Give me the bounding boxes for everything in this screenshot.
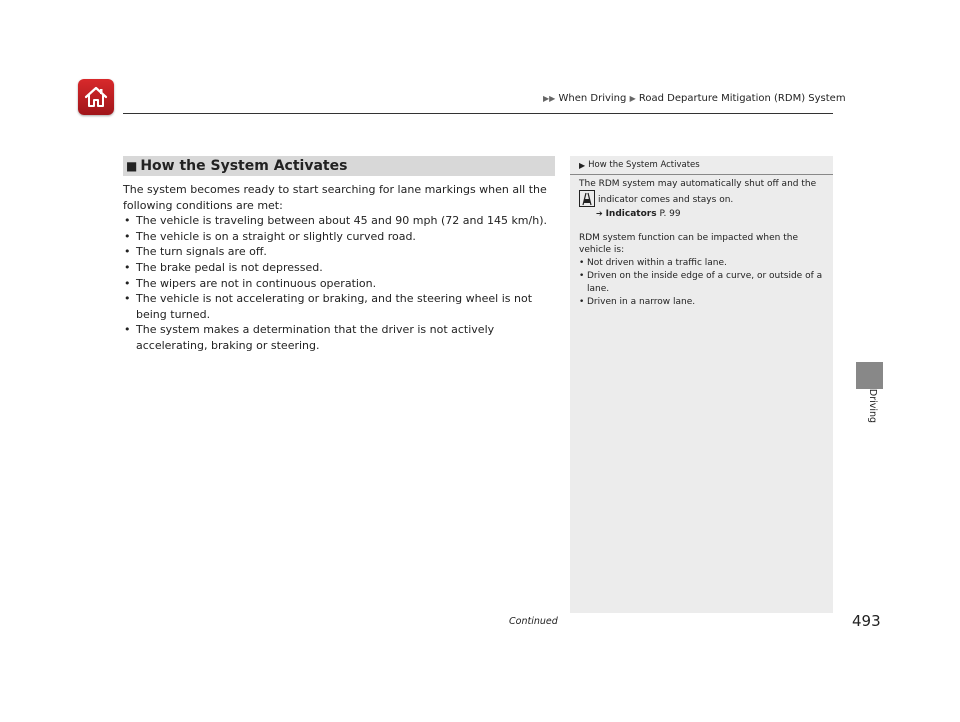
breadcrumb <box>543 93 846 104</box>
page-number: 493 <box>852 612 881 630</box>
continued-label: Continued <box>509 616 558 627</box>
bullet-icon: • <box>124 214 131 228</box>
home-icon <box>83 84 109 110</box>
square-bullet-icon: ■ <box>126 159 138 173</box>
sidebar-impact-intro: RDM system function can be impacted when the vehicle is: <box>579 232 798 256</box>
impact-list <box>579 257 827 308</box>
home-button[interactable] <box>78 79 114 115</box>
conditions-list <box>123 213 553 353</box>
list-item: • Driven in a narrow lane. <box>579 296 696 307</box>
header-divider <box>123 113 833 114</box>
sidebar-note-line: The RDM system may automatically shut off and the <box>579 179 817 189</box>
list-item: • The vehicle is on a straight or slightly curved road. <box>124 229 416 243</box>
list-item: • The wipers are not in continuous operation. <box>124 276 377 290</box>
list-item: • The turn signals are off. <box>124 245 267 259</box>
reference-link[interactable]: Indicators <box>605 208 657 219</box>
bullet-icon: • <box>124 323 131 337</box>
reference-arrow-icon: ➔ <box>596 208 603 218</box>
sidebar-note-line: indicator comes and stays on. <box>579 191 827 208</box>
list-item: • Driven on the inside edge of a curve, or outside of a lane. <box>579 270 823 294</box>
section-intro: The system becomes ready to start searching for lane markings when all the following conditions are met: <box>123 183 547 212</box>
rdm-indicator-icon <box>579 190 595 207</box>
bullet-icon: • <box>579 258 585 269</box>
breadcrumb-item-rdm-system[interactable]: Road Departure Mitigation (RDM) System <box>638 93 846 104</box>
bullet-icon: • <box>124 276 131 290</box>
bullet-icon: • <box>579 296 585 307</box>
reference-arrow-icon: ▶ <box>579 160 586 170</box>
breadcrumb-arrow-icon: ▶▶ <box>543 94 556 103</box>
list-item: • The vehicle is traveling between about 45 and 90 mph (72 and 145 km/h). <box>124 214 547 228</box>
sidebar-body <box>579 178 827 308</box>
sidebar-note <box>570 156 833 613</box>
bullet-icon: • <box>124 292 131 306</box>
breadcrumb-item-when-driving[interactable]: When Driving <box>558 93 627 104</box>
section-title: How the System Activates <box>140 158 348 174</box>
list-item: • The brake pedal is not depressed. <box>124 260 323 274</box>
reference-page: P. 99 <box>659 208 681 219</box>
list-item: • Not driven within a traffic lane. <box>579 258 727 269</box>
bullet-icon: • <box>124 245 131 259</box>
indicators-reference[interactable] <box>579 208 827 221</box>
list-item: • The vehicle is not accelerating or braking, and the steering wheel is not being turned. <box>124 292 533 321</box>
section-heading <box>123 156 555 176</box>
list-item: • The system makes a determination that the driver is not actively accelerating, braking or steering. <box>124 323 495 352</box>
breadcrumb-arrow-icon: ▶ <box>629 94 636 103</box>
chapter-tab-label: Driving <box>867 388 878 424</box>
bullet-icon: • <box>579 270 585 281</box>
section-body <box>123 182 553 354</box>
bullet-icon: • <box>124 229 131 243</box>
sidebar-heading: ▶ How the System Activates <box>570 156 833 175</box>
bullet-icon: • <box>124 260 131 274</box>
